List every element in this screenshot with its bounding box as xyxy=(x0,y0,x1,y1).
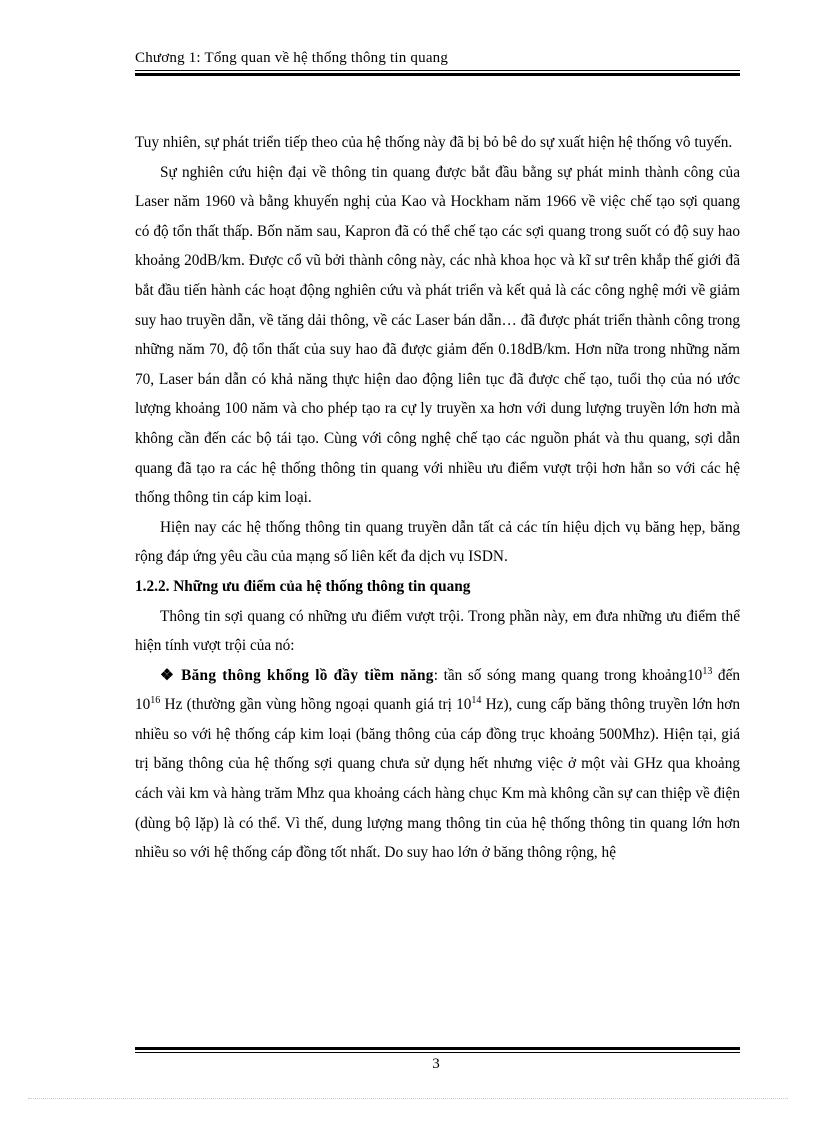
superscript-exponent: 13 xyxy=(702,665,713,677)
section-heading: 1.2.2. Những ưu điểm của hệ thống thông tin quang xyxy=(135,577,471,595)
paragraph: Sự nghiên cứu hiện đại về thông tin quang được bắt đầu bằng sự phát minh thành công của Laser năm 1960 và bằng khuyến nghị của Kao và Hockham năm 1966 về việc chế tạo sợi quang có độ tổn thất thấp. Bốn năm sau, Kapron đã có thể chế tạo các sợi quang trong suốt có độ suy hao khoảng 20dB/km. Được cổ vũ bởi thành công này, các nhà khoa học và kĩ sư trên khắp thế giới đã bắt đầu tiến hành các hoạt động nghiên cứu và phát triển và kết quả là các công nghệ mới về giảm suy hao truyền dẫn, về tăng dải thông, về các Laser bán dẫn… đã được phát triển thành công trong những năm 70, độ tổn thất của suy hao đã được giảm đến 0.18dB/km. Hơn nữa trong những năm 70, Laser bán dẫn có khả năng thực hiện dao động liên tục đã được chế tạo, tuổi thọ của nó ước lượng khoảng 100 năm và cho phép tạo ra cự ly truyền xa hơn với dung lượng truyền lớn hơn mà không cần đến các bộ tái tạo. Cùng với công nghệ chế tạo các nguồn phát và thu quang, sợi dẫn quang đã tạo ra các hệ thống thông tin quang với nhiều ưu điểm vượt trội hơn hẳn so với các hệ thống thông tin cáp kim loại. xyxy=(135,163,740,507)
bullet-text: đến 10 xyxy=(135,666,741,714)
bullet-text: Hz (thường gần vùng hồng ngoại quanh giá trị 10 xyxy=(160,696,472,714)
bullet-text: : tần số sóng mang quang trong khoảng10 xyxy=(433,666,703,684)
page-boundary xyxy=(28,1098,788,1099)
paragraph: Tuy nhiên, sự phát triển tiếp theo của hệ thống này đã bị bỏ bê do sự xuất hiện hệ thống vô tuyến. xyxy=(135,134,733,151)
bullet-lead-text: Băng thông khổng lồ đầy tiềm năng xyxy=(181,666,434,684)
superscript-exponent: 16 xyxy=(150,695,161,707)
bullet-paragraph xyxy=(135,661,740,868)
document-body xyxy=(135,128,740,868)
page-number: 3 xyxy=(432,1056,440,1072)
bullet-text: Hz), cung cấp băng thông truyền lớn hơn nhiều so với hệ thống cáp kim loại (băng thông của cáp đồng trục khoảng 500Mhz). Hiện tại, giá trị băng thông của hệ thống sợi quang chưa sử dụng hết nhưng việc ở một vài GHz qua khoảng cách vài km và hàng trăm Mhz qua khoảng cách hàng chục Km mà không cần sự can thiệp về điện (dùng bộ lặp) là có thể. Vì thế, dung lượng mang thông tin của hệ thống thông tin quang lớn hơn nhiều so với hệ thống cáp đồng tốt nhất. Do suy hao lớn ở băng thông rộng, hệ xyxy=(135,696,741,862)
footer-rule-thin xyxy=(135,1052,740,1053)
header-rule-thick xyxy=(135,73,740,76)
diamond-bullet-icon: ❖ xyxy=(160,666,176,684)
chapter-title: Chương 1: Tổng quan về hệ thống thông tin quang xyxy=(135,50,449,66)
paragraph: Hiện nay các hệ thống thông tin quang truyền dẫn tất cả các tín hiệu dịch vụ băng hẹp, băng rộng đáp ứng yêu cầu của mạng số liên kết đa dịch vụ ISDN. xyxy=(135,518,740,566)
paragraph: Thông tin sợi quang có những ưu điểm vượt trội. Trong phần này, em đưa những ưu điểm thể hiện tính vượt trội của nó: xyxy=(135,607,740,655)
superscript-exponent: 14 xyxy=(471,695,482,707)
header-rule-thin xyxy=(135,70,740,71)
footer-rule-thick xyxy=(135,1047,740,1050)
